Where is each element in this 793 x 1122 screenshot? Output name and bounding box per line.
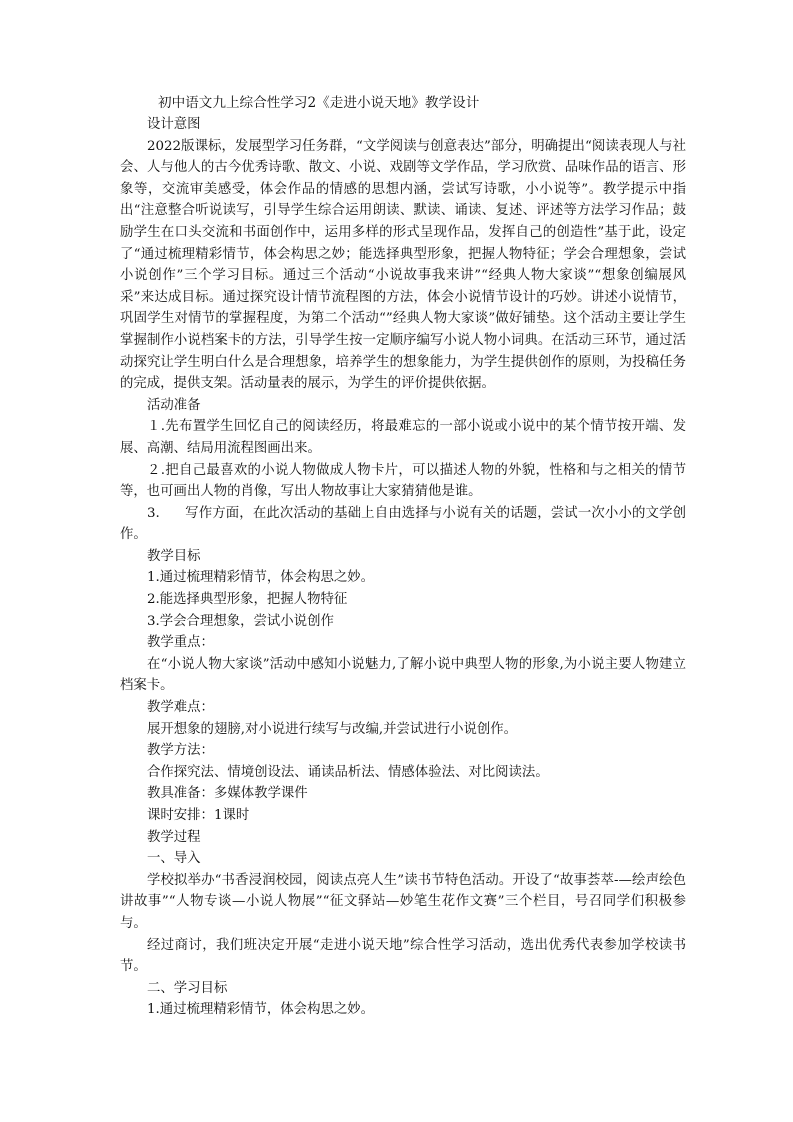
prep-item-3 <box>120 503 686 546</box>
schedule-line: 课时安排：1课时 <box>147 808 250 823</box>
objectives-heading: 二、学习目标 <box>147 980 228 996</box>
intro-paragraph-1: 学校拟举办“书香浸润校园，阅读点亮人生”读书节特色活动。开设了“故事荟萃-—绘声绘色讲故事”“人物专谈—小说人物展”“征文驿站—妙笔生花作文赛”三个栏目，号召同学们积极参与。 <box>120 872 686 931</box>
prep-item-3-text: 写作方面，在此次活动的基础上自由选择与小说有关的话题，尝试一次小小的文学创作。 <box>120 505 686 543</box>
difficulty-text: 展开想象的翅膀,对小说进行续写与改编,并尝试进行小说创作。 <box>147 721 518 737</box>
design-paragraph: 2022版课标，发展型学习任务群，“文学阅读与创意表达”部分，明确提出“阅读表现人与社会、人与他人的古今优秀诗歌、散文、小说、戏剧等文学作品，学习欣赏、品味作品的语言、形象等，交流审美感受，体会作品的情感的思想内涵，尝试写诗歌，小小说等”。教学提示中指出“注意整合听说读写，引导学生综合运用朗读、默读、诵读、复述、评述等方法学习作品；鼓励学生在口头交流和书面创作中，运用多样的形式呈现作品，发挥自己的创造性”基于此，设定了“通过梳理精彩情节，体会构思之妙；能选择典型形象，把握人物特征；学会合理想象，尝试小说创作”三个学习目标。通过三个活动“小说故事我来讲”“经典人物大家谈”“想象创编展风采”来达成目标。通过探究设计情节流程图的方法，体会小说情节设计的巧妙。讲述小说情节，巩固学生对情节的掌握程度，为第二个活动“”经典人物大家谈”做好铺垫。这个活动主要让学生掌握制作小说档案卡的方法，引导学生按一定顺序编写小说人物小词典。在活动三环节，通过活动探究让学生明白什么是合理想象，培养学生的想象能力，为学生提供创作的原则，为投稿任务的完成，提供支架。活动量表的展示，为学生的评价提供依据。 <box>120 138 686 392</box>
difficulty-heading: 教学难点： <box>147 700 214 716</box>
prep-item-2: ２.把自己最喜欢的小说人物做成人物卡片，可以描述人物的外貌，性格和与之相关的情节等，也可画出人物的肖像，写出人物故事让大家猜猜他是谁。 <box>120 462 686 500</box>
prep-heading: 活动准备 <box>147 397 201 413</box>
prep-item-1: １.先布置学生回忆自己的阅读经历，将最难忘的一部小说或小说中的某个情节按开端、发展、高潮、结局用流程图画出来。 <box>120 419 686 456</box>
goal-3: 3.学会合理想象，尝试小说创作 <box>147 613 334 629</box>
goal-1: 1.通过梳理精彩情节，体会构思之妙。 <box>147 570 375 586</box>
objective-1: 1.通过梳理精彩情节，体会构思之妙。 <box>147 1002 375 1018</box>
prep-item-3-number: 3. <box>147 505 160 521</box>
method-heading: 教学方法： <box>147 743 214 759</box>
intro-heading: 一、导入 <box>147 851 201 867</box>
key-point-heading: 教学重点： <box>147 635 214 651</box>
document-title: 初中语文九上综合性学习2《走进小说天地》教学设计 <box>158 95 480 111</box>
method-text: 合作探究法、情境创设法、诵读品析法、情感体验法、对比阅读法。 <box>147 764 549 780</box>
document-page <box>120 92 686 1021</box>
intro-paragraph-2: 经过商讨，我们班决定开展“走进小说天地”综合性学习活动，选出优秀代表参加学校读书节。 <box>120 937 686 975</box>
process-heading: 教学过程 <box>147 829 201 845</box>
goal-2: 2.能选择典型形象，把握人物特征 <box>147 592 348 608</box>
key-point-text: 在“小说人物大家谈”活动中感知小说魅力,了解小说中典型人物的形象,为小说主要人物建立档案卡。 <box>120 656 686 694</box>
tools-line: 教具准备：多媒体教学课件 <box>147 786 308 802</box>
goals-heading: 教学目标 <box>147 548 201 564</box>
design-heading: 设计意图 <box>147 117 201 132</box>
